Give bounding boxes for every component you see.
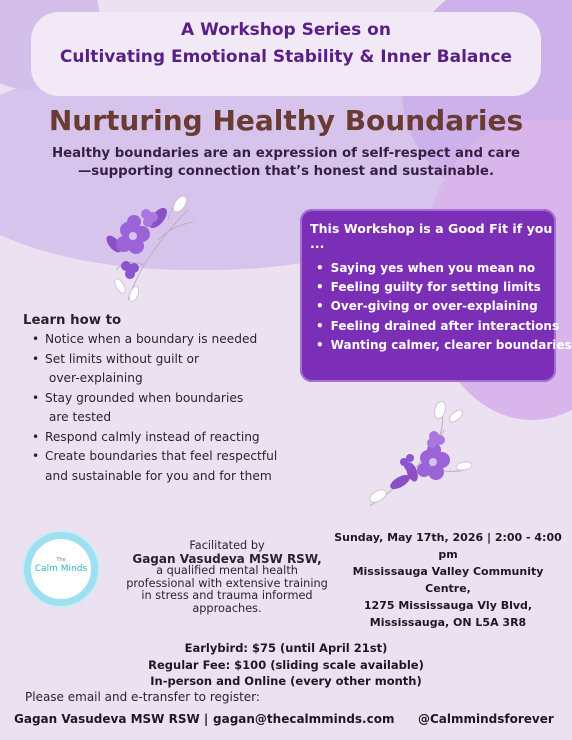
good-fit-list xyxy=(316,259,572,355)
pricing-line: In-person and Online (every other month) xyxy=(150,674,422,688)
social-handle-link[interactable]: @Calmmindsforever xyxy=(418,712,554,726)
pricing-line: Earlybird: $75 (until April 21st) xyxy=(184,641,388,655)
email-link[interactable]: gagan@thecalmminds.com xyxy=(213,712,395,726)
intro-text xyxy=(40,145,532,181)
pricing-line: Regular Fee: $100 (sliding scale available) xyxy=(148,657,424,672)
list-item-text: and sustainable for you and for them xyxy=(45,468,272,483)
logo-text: Calm Minds xyxy=(34,564,88,574)
calm-minds-logo xyxy=(24,532,98,606)
event-line: Mississauga, ON L5A 3R8 xyxy=(369,616,527,629)
list-item xyxy=(31,428,301,448)
facilitator-line: a qualified mental health xyxy=(156,564,298,578)
list-item xyxy=(31,447,301,486)
facilitator-line: professional with extensive training xyxy=(126,576,328,590)
list-item: • Over-giving or over-explaining xyxy=(316,297,572,316)
logo-text: The xyxy=(56,557,66,563)
list-item xyxy=(31,389,301,428)
series-header xyxy=(31,12,541,96)
series-line-2: Cultivating Emotional Stability & Inner Balance xyxy=(59,47,513,67)
event-details xyxy=(333,529,563,631)
list-item xyxy=(31,330,301,350)
facilitator-name: Gagan Vasudeva MSW RSW, xyxy=(132,551,322,566)
intro-line: —supporting connection that’s honest and sustainable. xyxy=(77,164,494,179)
good-fit-box xyxy=(300,209,572,382)
list-item-text: over-explaining xyxy=(45,371,143,385)
list-item: • Feeling drained after interactions xyxy=(316,317,572,336)
facilitator-info xyxy=(117,540,337,616)
list-item-text: • Notice when a boundary is needed xyxy=(45,332,258,346)
list-item-text: • Respond calmly instead of reacting xyxy=(45,429,260,444)
intro-line: Healthy boundaries are an expression of self-respect and care xyxy=(51,146,521,161)
list-item-text: are tested xyxy=(45,410,112,424)
learn-list xyxy=(31,330,301,486)
flower-icon xyxy=(364,400,474,512)
learn-title: Learn how to xyxy=(23,313,122,328)
list-item: • Feeling guilty for setting limits xyxy=(316,278,572,297)
list-item xyxy=(31,350,301,389)
facilitator-line: approaches. xyxy=(192,601,262,615)
flower-icon xyxy=(98,190,198,310)
list-item-text: • Set limits without guilt or xyxy=(45,351,199,366)
footer-name: Gagan Vasudeva MSW RSW | xyxy=(14,712,209,726)
series-line-1: A Workshop Series on xyxy=(181,20,391,40)
pricing-info xyxy=(0,640,572,690)
event-line: 1275 Mississauga Vly Blvd, xyxy=(363,599,533,612)
list-item-text: • Stay grounded when boundaries xyxy=(45,390,244,405)
facilitator-intro: Facilitated by xyxy=(189,539,265,552)
event-line: Sunday, May 17th, 2026 | 2:00 - 4:00 pm xyxy=(334,531,562,561)
list-item-text: • Create boundaries that feel respectful xyxy=(45,449,278,463)
list-item: • Saying yes when you mean no xyxy=(316,259,572,278)
list-item: • Wanting calmer, clearer boundaries xyxy=(316,336,572,355)
good-fit-title: This Workshop is a Good Fit if you ... xyxy=(310,221,553,251)
page-title: Nurturing Healthy Boundaries xyxy=(48,104,524,137)
facilitator-line: in stress and trauma informed xyxy=(141,589,313,603)
event-line: Mississauga Valley Community Centre, xyxy=(352,565,544,595)
register-instructions: Please email and e-transfer to register: xyxy=(25,690,260,704)
